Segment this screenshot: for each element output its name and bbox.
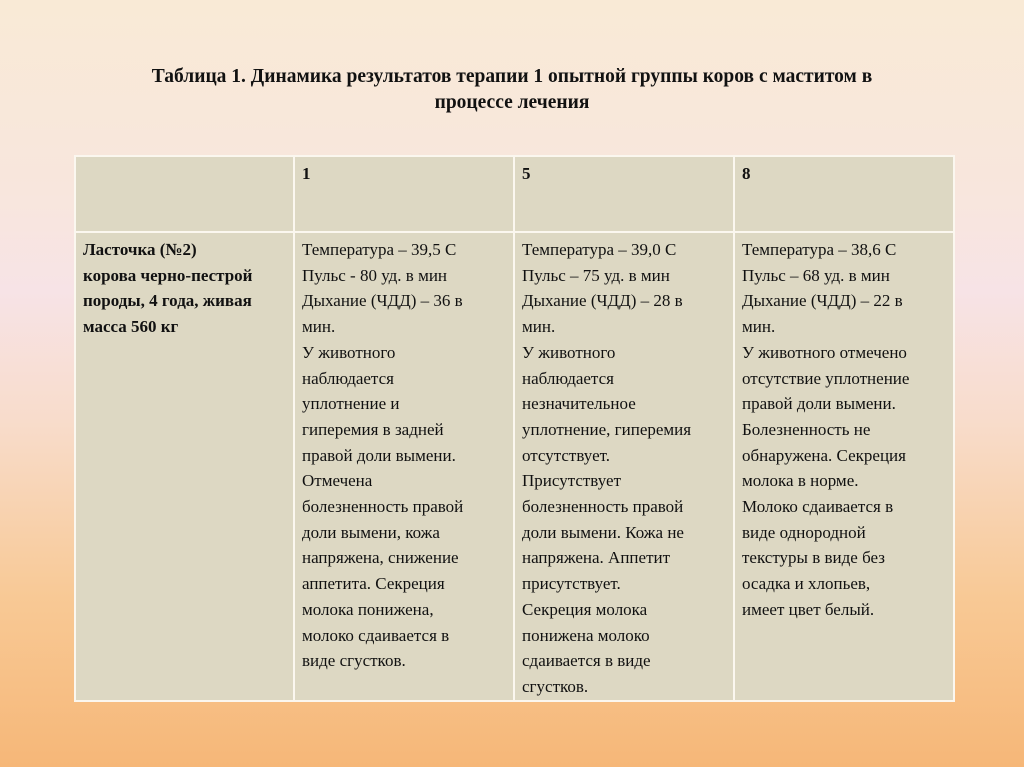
cell-line: уплотнение и: [302, 394, 400, 414]
day-8-cell: [734, 232, 954, 701]
cell-line: правой доли вымени.: [302, 445, 456, 465]
header-cell-day-1: 1: [294, 156, 514, 232]
day-5-cell: [514, 232, 734, 701]
cell-line: мин.: [742, 317, 776, 337]
cell-line: текстуры в виде без: [742, 548, 885, 568]
cell-line: обнаружена. Секреция: [742, 445, 906, 465]
cell-line: Дыхание (ЧДД) – 22 в: [742, 291, 903, 311]
cell-line: правой доли вымени.: [742, 394, 896, 414]
cell-line: У животного отмечено: [742, 342, 907, 362]
cell-line: молока понижена,: [302, 599, 434, 619]
cell-line: понижена молоко: [522, 625, 650, 645]
cell-line: виде однородной: [742, 522, 866, 542]
cell-line: Пульс – 68 уд. в мин: [742, 265, 890, 285]
cell-line: сдаивается в виде: [522, 651, 651, 671]
cell-line: мин.: [302, 317, 336, 337]
cell-line: доли вымени. Кожа не: [522, 522, 684, 542]
cell-line: Температура – 38,6 С: [742, 240, 897, 259]
cell-line: наблюдается: [522, 368, 614, 388]
title-line-2: процессе лечения: [434, 92, 590, 113]
cell-line: отсутствует.: [522, 445, 611, 465]
cell-line: молоко сдаивается в: [302, 625, 450, 645]
cell-line: корова черно-пестрой: [83, 265, 253, 285]
therapy-results-table: [74, 155, 955, 702]
header-cell-empty: [75, 156, 294, 232]
cell-line: незначительное: [522, 394, 636, 414]
header-cell-day-5: 5: [514, 156, 734, 232]
cell-line: Ласточка (№2): [83, 240, 197, 259]
cell-line: болезненность правой: [522, 497, 684, 517]
cell-line: молока в норме.: [742, 471, 859, 491]
cell-line: болезненность правой: [302, 497, 464, 517]
cell-line: Пульс – 75 уд. в мин: [522, 265, 670, 285]
cell-line: доли вымени, кожа: [302, 522, 440, 542]
slide-title: [60, 64, 964, 116]
cell-line: Отмечена: [302, 471, 373, 491]
cell-line: Пульс - 80 уд. в мин: [302, 265, 448, 285]
cell-line: виде сгустков.: [302, 651, 406, 671]
cell-line: наблюдается: [302, 368, 394, 388]
cell-line: Дыхание (ЧДД) – 28 в: [522, 291, 683, 311]
cell-line: У животного: [522, 342, 616, 362]
cell-line: напряжена, снижение: [302, 548, 459, 568]
cell-line: осадка и хлопьев,: [742, 574, 871, 594]
header-cell-day-8: 8: [734, 156, 954, 232]
cell-line: масса 560 кг: [83, 317, 179, 337]
cell-line: уплотнение, гиперемия: [522, 419, 692, 439]
cell-line: Температура – 39,0 С: [522, 240, 677, 259]
cell-line: Молоко сдаивается в: [742, 497, 894, 517]
cell-line: аппетита. Секреция: [302, 574, 445, 594]
cell-line: имеет цвет белый.: [742, 599, 875, 619]
cell-line: породы, 4 года, живая: [83, 291, 252, 311]
cell-line: Присутствует: [522, 471, 622, 491]
cell-line: присутствует.: [522, 574, 621, 594]
cell-line: напряжена. Аппетит: [522, 548, 671, 568]
cell-line: мин.: [522, 317, 556, 337]
cell-line: гиперемия в задней: [302, 419, 444, 439]
cell-line: Секреция молока: [522, 599, 648, 619]
cell-line: сгустков.: [522, 676, 589, 696]
cell-line: Температура – 39,5 С: [302, 240, 457, 259]
table-row: [75, 232, 954, 701]
cell-line: отсутствие уплотнение: [742, 368, 910, 388]
cell-line: Дыхание (ЧДД) – 36 в: [302, 291, 463, 311]
header-row: [75, 156, 954, 232]
cell-line: У животного: [302, 342, 396, 362]
title-line-1: Таблица 1. Динамика результатов терапии 1 опытной группы коров с маститом в: [151, 66, 873, 87]
cell-line: Болезненность не: [742, 419, 871, 439]
subject-cell: [75, 232, 294, 701]
day-1-cell: [294, 232, 514, 701]
